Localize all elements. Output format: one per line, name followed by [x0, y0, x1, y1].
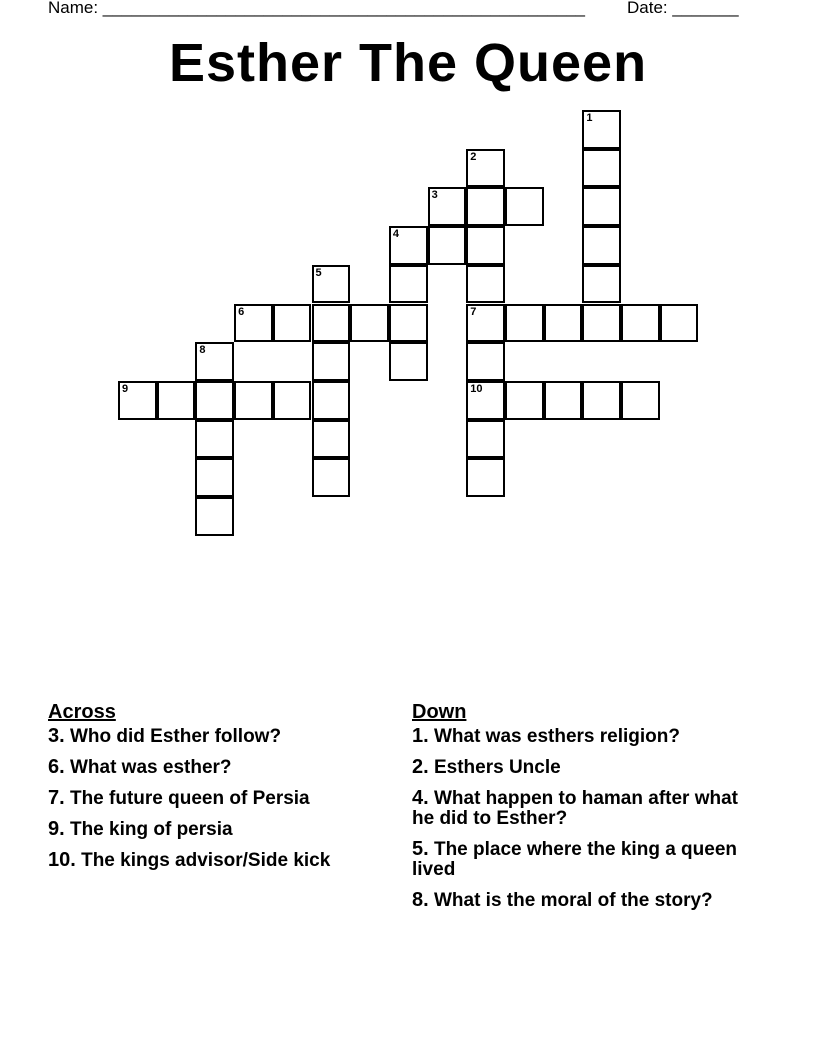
grid-cell[interactable]	[544, 381, 583, 420]
grid-cell[interactable]	[195, 381, 234, 420]
clue-text: Esthers Uncle	[433, 757, 561, 778]
clue-text: What is the moral of the story?	[433, 890, 713, 911]
clue-text: The kings advisor/Side kick	[81, 850, 331, 871]
grid-cell[interactable]	[466, 458, 505, 497]
clue-number: 3.	[48, 725, 65, 747]
grid-cell[interactable]	[118, 381, 157, 420]
grid-cell[interactable]	[195, 342, 234, 381]
across-clue	[48, 757, 388, 778]
across-clue	[48, 726, 388, 747]
grid-cell[interactable]	[466, 420, 505, 459]
clue-number: 5.	[412, 838, 429, 860]
grid-cell[interactable]	[234, 381, 273, 420]
down-heading: Down	[412, 701, 467, 723]
clue-text: What was esthers religion?	[433, 726, 680, 747]
grid-cell[interactable]	[312, 265, 351, 304]
down-clue	[412, 839, 742, 880]
down-clues	[412, 700, 742, 921]
clue-text: What happen to haman after what he did to Esther?	[412, 788, 738, 829]
clue-text: The place where the king a queen lived	[412, 839, 737, 880]
grid-cell[interactable]	[582, 265, 621, 304]
clue-number: 8.	[412, 889, 429, 911]
grid-cell[interactable]	[582, 149, 621, 188]
grid-cell[interactable]	[466, 342, 505, 381]
down-clue	[412, 726, 742, 747]
cell-number: 8	[199, 344, 206, 357]
grid-cell[interactable]	[466, 187, 505, 226]
clue-number: 2.	[412, 756, 429, 778]
across-clue	[48, 850, 388, 871]
grid-cell[interactable]	[466, 381, 505, 420]
grid-cell[interactable]	[273, 304, 312, 343]
grid-cell[interactable]	[389, 342, 428, 381]
grid-cell[interactable]	[505, 187, 544, 226]
cell-number: 7	[470, 305, 477, 318]
down-clue	[412, 757, 742, 778]
grid-cell[interactable]	[466, 149, 505, 188]
cell-number: 5	[315, 266, 322, 279]
grid-cell[interactable]	[389, 304, 428, 343]
grid-cell[interactable]	[621, 304, 660, 343]
grid-cell[interactable]	[582, 110, 621, 149]
clue-number: 4.	[412, 787, 429, 809]
clue-text: The future queen of Persia	[69, 788, 310, 809]
grid-cell[interactable]	[312, 458, 351, 497]
across-clue	[48, 819, 388, 840]
grid-cell[interactable]	[157, 381, 196, 420]
grid-cell[interactable]	[389, 265, 428, 304]
grid-cell[interactable]	[466, 265, 505, 304]
grid-cell[interactable]	[312, 381, 351, 420]
date-field-line: Date: _______	[627, 0, 739, 17]
grid-cell[interactable]	[389, 226, 428, 265]
cell-number: 4	[392, 228, 400, 241]
grid-cell[interactable]	[582, 304, 621, 343]
page-title: Esther The Queen	[168, 33, 648, 93]
grid-cell[interactable]	[505, 381, 544, 420]
down-clue	[412, 890, 742, 911]
cell-number: 3	[431, 189, 438, 202]
clue-number: 10.	[48, 849, 76, 871]
clue-number: 9.	[48, 818, 65, 840]
grid-cell[interactable]	[544, 304, 583, 343]
clue-number: 7.	[48, 787, 65, 809]
across-clues	[48, 700, 388, 881]
grid-cell[interactable]	[195, 458, 234, 497]
grid-cell[interactable]	[505, 304, 544, 343]
across-clue	[48, 788, 388, 809]
clue-text: What was esther?	[69, 757, 232, 778]
grid-cell[interactable]	[582, 381, 621, 420]
clue-text: The king of persia	[69, 819, 233, 840]
grid-cell[interactable]	[234, 304, 273, 343]
grid-cell[interactable]	[582, 187, 621, 226]
grid-cell[interactable]	[195, 497, 234, 536]
clue-number: 1.	[412, 725, 429, 747]
grid-cell[interactable]	[582, 226, 621, 265]
grid-cell[interactable]	[312, 304, 351, 343]
grid-cell[interactable]	[466, 304, 505, 343]
cell-number: 6	[238, 305, 245, 318]
name-field-line: Name: ___________________________________________________	[48, 0, 585, 17]
cell-number: 1	[586, 112, 593, 124]
grid-cell[interactable]	[428, 187, 467, 226]
down-clue	[412, 788, 742, 829]
across-heading: Across	[48, 701, 116, 723]
cell-number: 2	[470, 150, 477, 163]
grid-cell[interactable]	[621, 381, 660, 420]
cell-number: 9	[122, 382, 129, 395]
cell-number: 10	[470, 382, 483, 395]
grid-cell[interactable]	[350, 304, 389, 343]
grid-cell[interactable]	[312, 420, 351, 459]
grid-cell[interactable]	[660, 304, 699, 343]
grid-cell[interactable]	[428, 226, 467, 265]
grid-cell[interactable]	[273, 381, 312, 420]
clue-text: Who did Esther follow?	[69, 726, 282, 747]
grid-cell[interactable]	[195, 420, 234, 459]
grid-cell[interactable]	[312, 342, 351, 381]
grid-cell[interactable]	[466, 226, 505, 265]
clue-number: 6.	[48, 756, 65, 778]
